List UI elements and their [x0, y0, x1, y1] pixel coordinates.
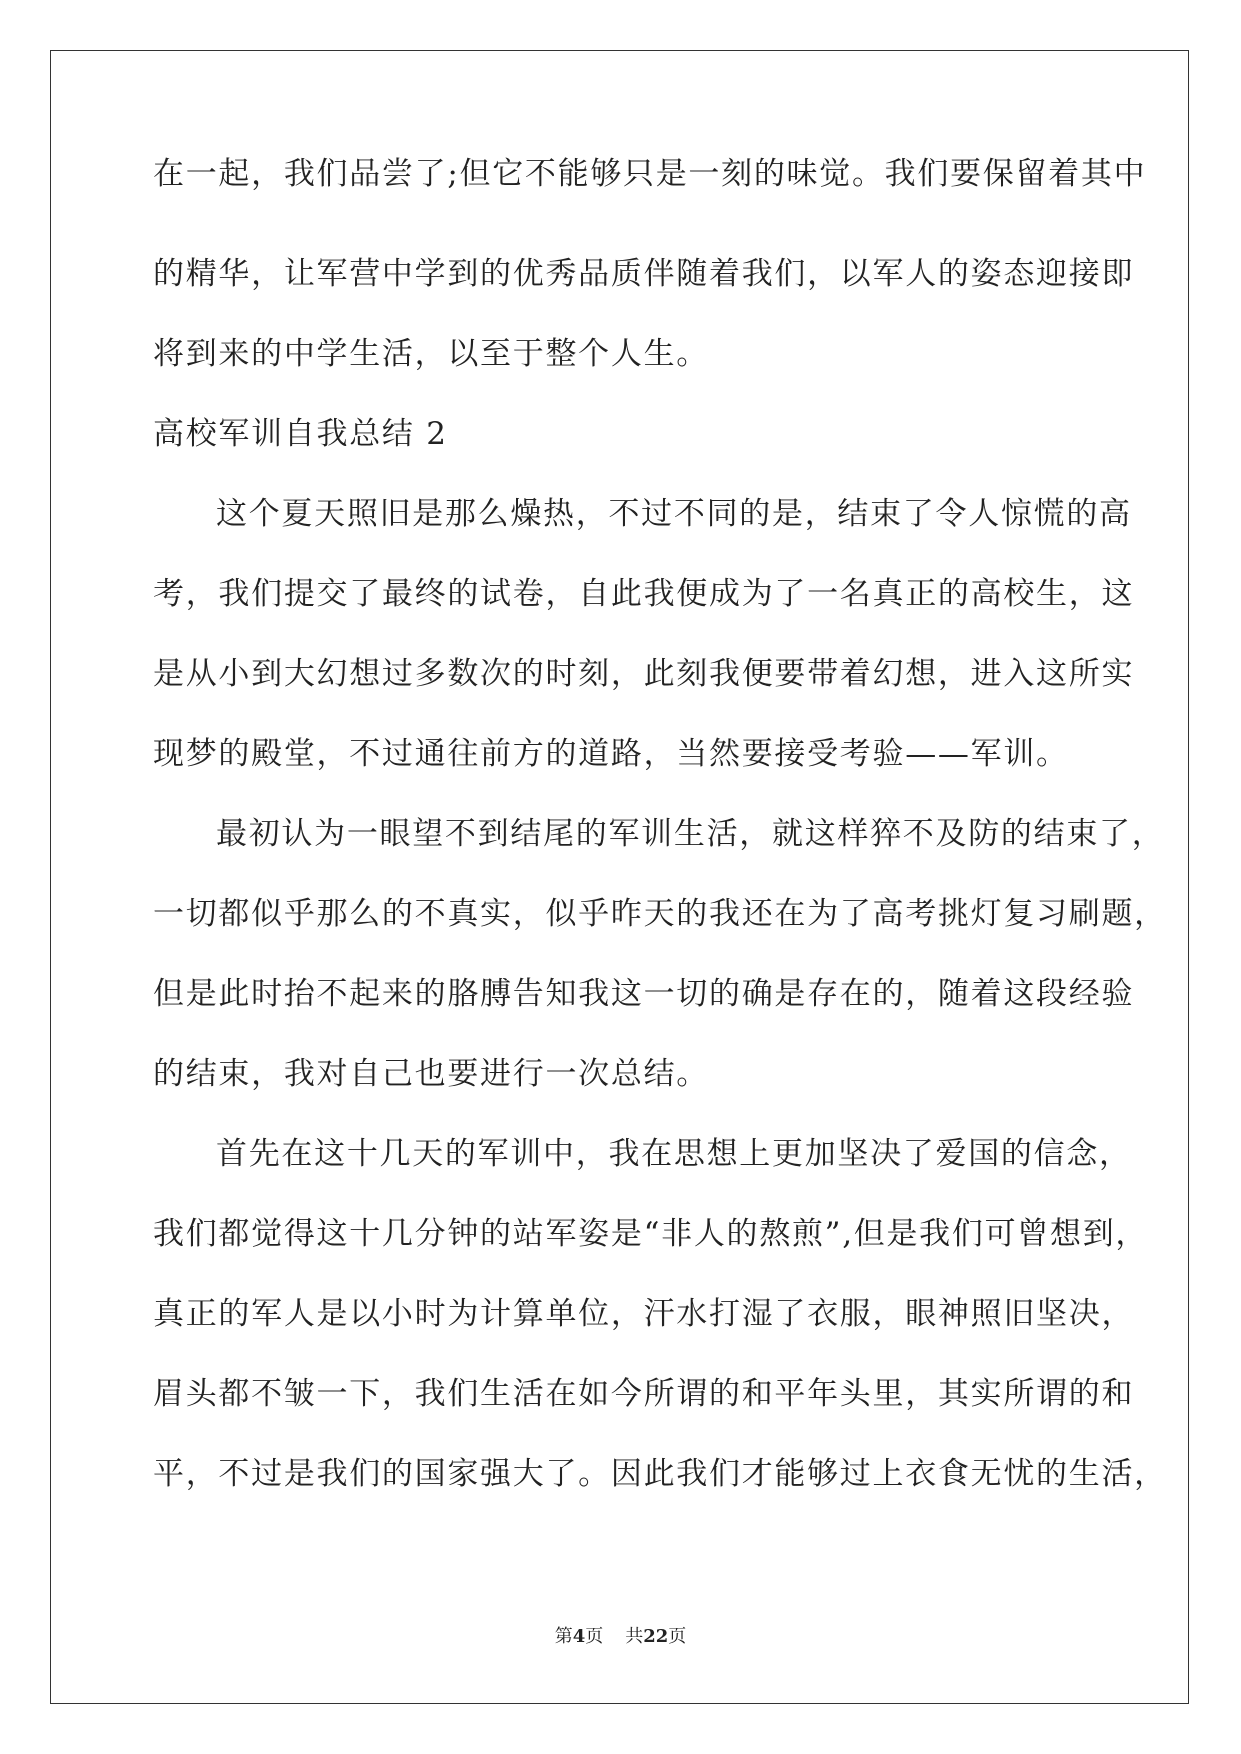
paragraph-line: 的结束，我对自己也要进行一次总结。 — [153, 1056, 709, 1092]
paragraph-line: 考，我们提交了最终的试卷，自此我便成为了一名真正的高校生，这 — [153, 576, 1135, 612]
total-suffix: 页 — [668, 1626, 687, 1647]
section-heading: 高校军训自我总结 2 — [153, 416, 448, 452]
paragraph-line: 真正的军人是以小时为计算单位，汗水打湿了衣服，眼神照旧坚决， — [153, 1296, 1135, 1332]
page-footer — [0, 1622, 1241, 1648]
paragraph-line: 现梦的殿堂，不过通往前方的道路，当然要接受考验——军训。 — [153, 736, 1069, 772]
page-prefix: 第 — [554, 1626, 573, 1647]
paragraph-line: 但是此时抬不起来的胳膊告知我这一切的确是存在的，随着这段经验 — [153, 976, 1135, 1012]
paragraph-line: 首先在这十几天的军训中，我在思想上更加坚决了爱国的信念， — [216, 1136, 1132, 1172]
paragraph-line: 这个夏天照旧是那么燥热，不过不同的是，结束了令人惊慌的高 — [216, 496, 1132, 532]
page-suffix: 页 — [585, 1626, 604, 1647]
paragraph-line: 一切都似乎那么的不真实，似乎昨天的我还在为了高考挑灯复习刷题， — [153, 896, 1167, 932]
paragraph-line: 平，不过是我们的国家强大了。因此我们才能够过上衣食无忧的生活， — [153, 1456, 1167, 1492]
paragraph-line: 是从小到大幻想过多数次的时刻，此刻我便要带着幻想，进入这所实 — [153, 656, 1135, 692]
paragraph-line: 在一起，我们品尝了;但它不能够只是一刻的味觉。我们要保留着其中 — [153, 156, 1147, 192]
paragraph-line: 将到来的中学生活，以至于整个人生。 — [153, 336, 709, 372]
document-body — [153, 154, 1167, 1514]
paragraph-line: 最初认为一眼望不到结尾的军训生活，就这样猝不及防的结束了， — [216, 816, 1165, 852]
paragraph-line: 眉头都不皱一下，我们生活在如今所谓的和平年头里，其实所谓的和 — [153, 1376, 1135, 1412]
page-number: 4 — [572, 1626, 586, 1647]
paragraph-line: 的精华，让军营中学到的优秀品质伴随着我们，以军人的姿态迎接即 — [153, 256, 1135, 292]
paragraph-line: 我们都觉得这十几分钟的站军姿是“非人的熬煎”,但是我们可曾想到， — [153, 1216, 1149, 1252]
total-pages: 22 — [643, 1626, 669, 1647]
total-prefix: 共 — [625, 1626, 644, 1647]
